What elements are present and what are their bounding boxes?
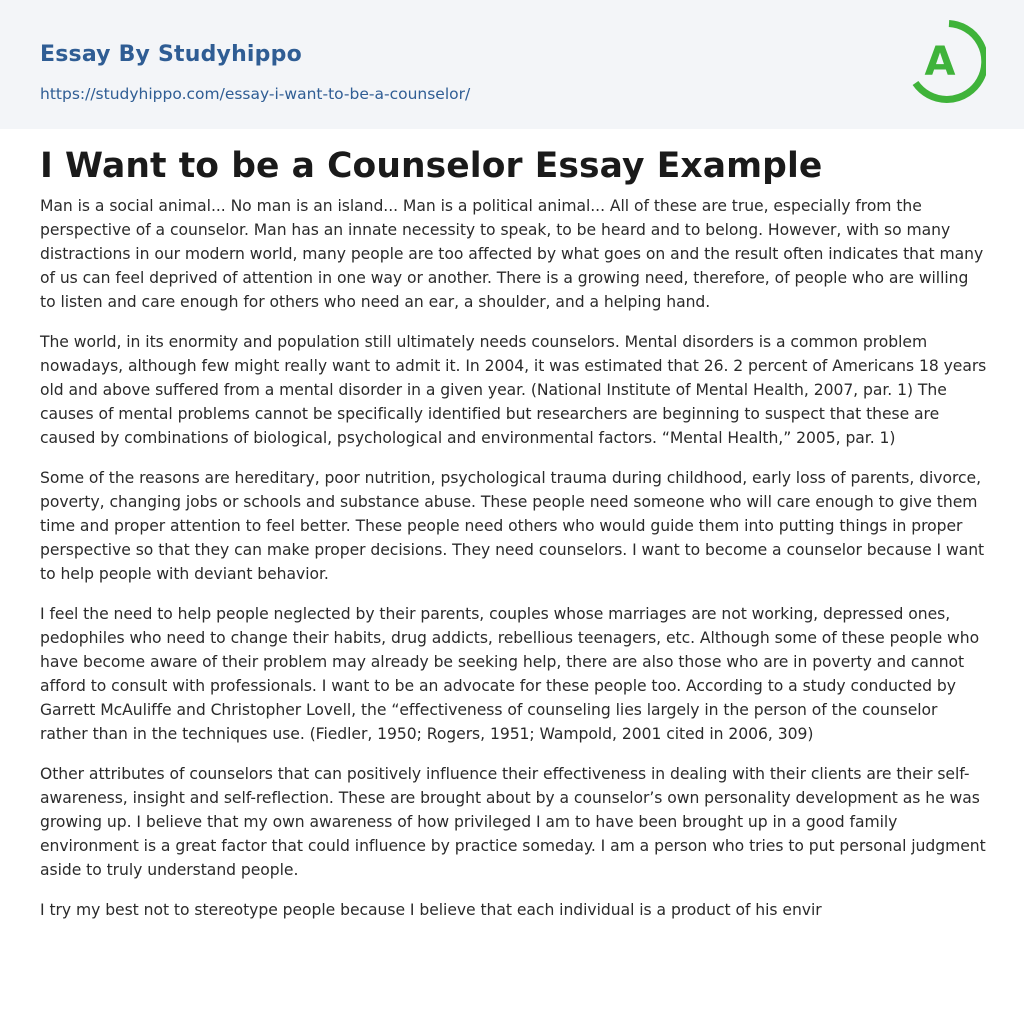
- site-brand[interactable]: Essay By Studyhippo: [40, 42, 302, 67]
- essay-paragraph-6: I try my best not to stereotype people because I believe that each individual is a product of his envir: [40, 901, 822, 919]
- page-title: I Want to be a Counselor Essay Example: [40, 146, 823, 186]
- essay-paragraph-1: Man is a social animal... No man is an island... Man is a political animal... All of these are true, especially from the perspective of a counselor. Man has an innate necessity to speak, to be heard and to belong. However, with so many distractions in our modern world, many people are too affected by what goes on and the result often indicates that many of us can feel deprived of attention in one way or another. There is a growing need, therefore, of people who are willing to listen and care enough for others who need an ear, a shoulder, and a helping hand.: [40, 197, 984, 311]
- essay-paragraph-3: Some of the reasons are hereditary, poor nutrition, psychological trauma during childhood, early loss of parents, divorce, poverty, changing jobs or schools and substance abuse. These people need someone who will care enough to give them time and proper attention to feel better. These people need others who would guide them into putting things in proper perspective so that they can make proper decisions. They need counselors. I want to become a counselor because I want to help people with deviant behavior.: [40, 469, 985, 583]
- studyhippo-logo-icon[interactable]: [912, 19, 986, 105]
- essay-paragraph-5: Other attributes of counselors that can positively influence their effectiveness in dealing with their clients are their self-awareness, insight and self-reflection. These are brought about by a counselor’s own personality development as he was growing up. I believe that my own awareness of how privileged I am to have been brought up in a good family environment is a great factor that could influence by practice someday. I am a person who tries to put personal judgment aside to truly understand people.: [40, 765, 986, 879]
- logo-letter: A: [924, 39, 956, 85]
- essay-paragraph-2: The world, in its enormity and population still ultimately needs counselors. Mental disorders is a common problem nowadays, although few might really want to admit it. In 2004, it was estimated that 26. 2 percent of Americans 18 years old and above suffered from a mental disorder in a given year. (National Institute of Mental Health, 2007, par. 1) The causes of mental problems cannot be specifically identified but researchers are beginning to suspect that these are caused by combinations of biological, psychological and environmental factors. “Mental Health,” 2005, par. 1): [40, 333, 987, 447]
- essay-body: [40, 194, 988, 938]
- essay-paragraph-4: I feel the need to help people neglected by their parents, couples whose marriages are not working, depressed ones, pedophiles who need to change their habits, drug addicts, rebellious teenagers, etc. Although some of these people who have become aware of their problem may already be seeking help, there are also those who are in poverty and cannot afford to consult with professionals. I want to be an advocate for these people too. According to a study conducted by Garrett McAuliffe and Christopher Lovell, the “effectiveness of counseling lies largely in the person of the counselor rather than in the techniques use. (Fiedler, 1950; Rogers, 1951; Wampold, 2001 cited in 2006, 309): [40, 605, 980, 743]
- site-header: [0, 0, 1024, 129]
- essay-url-link[interactable]: https://studyhippo.com/essay-i-want-to-be-a-counselor/: [40, 85, 471, 103]
